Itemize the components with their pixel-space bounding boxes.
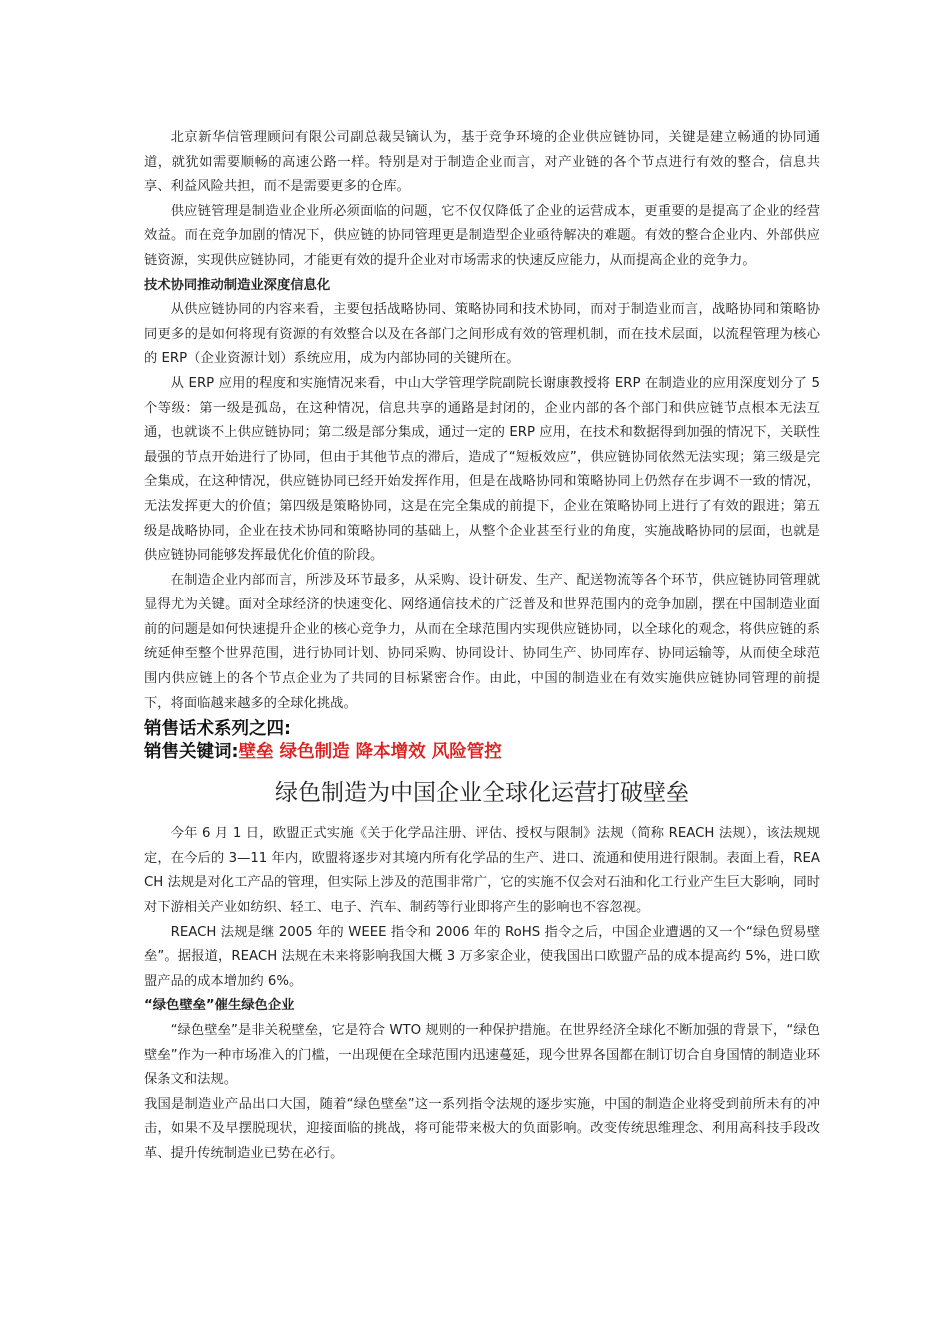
keywords-line: [144, 741, 820, 764]
paragraph: 从供应链协同的内容来看，主要包括战略协同、策略协同和技术协同，而对于制造业而言，战略协同和策略协同更多的是如何将现有资源的有效整合以及在各部门之间形成有效的管理机制，而在技术层面，以流程管理为核心的 ERP（企业资源计划）系统应用，成为内部协同的关键所在。: [144, 302, 820, 367]
paragraph: REACH 法规是继 2005 年的 WEEE 指令和 2006 年的 RoHS 指令之后，中国企业遭遇的又一个“绿色贸易壁垒”。据报道，REACH 法规在未来将影响我国大概 3 万多家企业，使我国出口欧盟产品的成本提高约 5%，进口欧盟产品的成本增加约 6%。: [144, 924, 820, 989]
document-page: [144, 126, 820, 1167]
paragraph: 今年 6 月 1 日，欧盟正式实施《关于化学品注册、评估、授权与限制》法规（简称 REACH 法规），该法规规定，在今后的 3—11 年内，欧盟将逐步对其境内所有化学品的生产、进口、流通和使用进行限制。表面上看，REACH 法规是对化工产品的管理，但实际上涉及的范围非常广，它的实施不仅会对石油和化工行业产生巨大影响，同时对下游相关产业如纺织、轻工、电子、汽车、制药等行业即将产生的影响也不容忽视。: [144, 826, 820, 916]
series-heading: 销售话术系列之四:: [144, 719, 291, 740]
paragraph: 供应链管理是制造业企业所必须面临的问题，它不仅仅降低了企业的运营成本，更重要的是提高了企业的经营效益。而在竞争加剧的情况下，供应链的协同管理更是制造型企业亟待解决的难题。有效的整合企业内、外部供应链资源，实现供应链协同，才能更有效的提升企业对市场需求的快速反应能力，从而提高企业的竞争力。: [144, 203, 820, 268]
paragraph: 从 ERP 应用的程度和实施情况来看，中山大学管理学院副院长谢康教授将 ERP 在制造业的应用深度划分了 5 个等级：第一级是孤岛，在这种情况，信息共享的通路是封闭的，企业内部的各个部门和供应链节点根本无法互通，也就谈不上供应链协同；第二级是部分集成，通过一定的 ERP 应用，在技术和数据得到加强的情况下，关联性最强的节点开始进行了协同，但由于其他节点的滞后，造成了“短板效应”，供应链协同依然无法实现；第三级是完全集成，在这种情况，供应链协同已经开始发挥作用，但是在战略协同和策略协同上仍然存在步调不一致的情况，无法发挥更大的价值；第四级是策略协同，这是在完全集成的前提下，企业在策略协同上进行了有效的跟进；第五级是战略协同，企业在技术协同和策略协同的基础上，从整个企业甚至行业的角度，实施战略协同的层面，也就是供应链协同能够发挥最优化价值的阶段。: [144, 375, 820, 564]
paragraph: 在制造企业内部而言，所涉及环节最多，从采购、设计研发、生产、配送物流等各个环节，供应链协同管理就显得尤为关键。面对全球经济的快速变化、网络通信技术的广泛普及和世界范围内的竞争加剧，摆在中国制造业面前的问题是如何快速提升企业的核心竞争力，从而在全球范围内实现供应链协同，以全球化的观念，将供应链的系统延伸至整个世界范围，进行协同计划、协同采购、协同设计、协同生产、协同库存、协同运输等，从而使全球范围内供应链上的各个节点企业为了共同的目标紧密合作。由此，中国的制造业在有效实施供应链协同管理的前提下，将面临越来越多的全球化挑战。: [144, 572, 820, 711]
paragraph: 我国是制造业产品出口大国，随着“绿色壁垒”这一系列指令法规的逐步实施，中国的制造企业将受到前所未有的冲击，如果不及早摆脱现状，迎接面临的挑战，将可能带来极大的负面影响。改变传统思维理念、利用高科技手段改革、提升传统制造业已势在必行。: [144, 1096, 820, 1161]
keywords-label: 销售关键词:: [144, 742, 239, 763]
section-heading: 技术协同推动制造业深度信息化: [144, 277, 331, 293]
section-heading: “绿色壁垒”催生绿色企业: [144, 998, 295, 1014]
paragraph: 北京新华信管理顾问有限公司副总裁吴镝认为，基于竞争环境的企业供应链协同，关键是建立畅通的协同通道，就犹如需要顺畅的高速公路一样。特别是对于制造企业而言，对产业链的各个节点进行有效的整合，信息共享、利益风险共担，而不是需要更多的仓库。: [144, 130, 820, 195]
article-title: 绿色制造为中国企业全球化运营打破壁垒: [275, 780, 689, 807]
keywords: 壁垒 绿色制造 降本增效 风险管控: [238, 742, 502, 763]
paragraph: “绿色壁垒”是非关税壁垒，它是符合 WTO 规则的一种保护措施。在世界经济全球化不断加强的背景下，“绿色壁垒”作为一种市场准入的门槛，一出现便在全球范围内迅速蔓延，现今世界各国都在制订切合自身国情的制造业环保条文和法规。: [144, 1023, 820, 1088]
